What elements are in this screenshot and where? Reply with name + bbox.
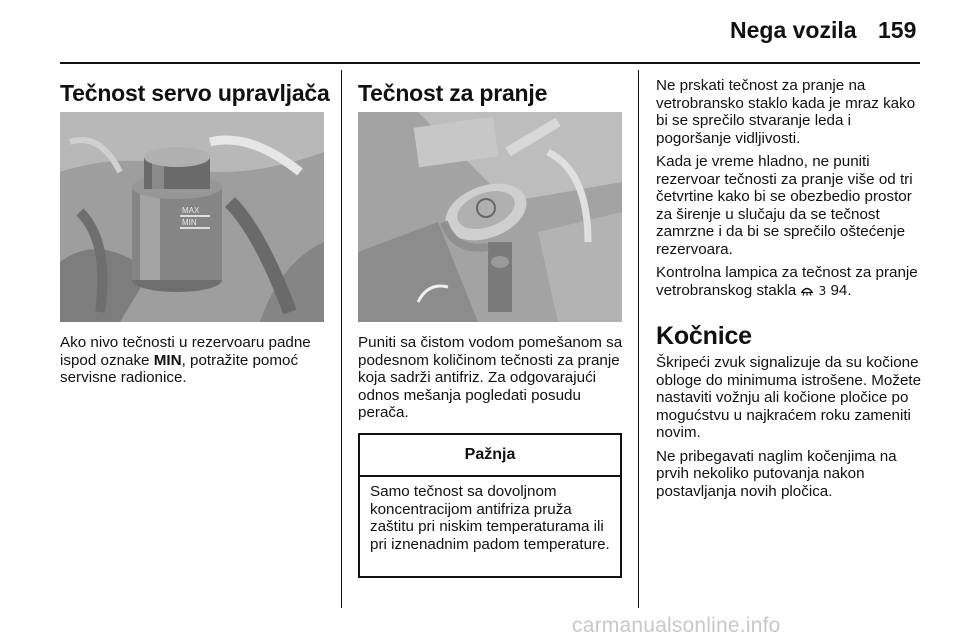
washer-fluid-reservoir-image bbox=[358, 112, 622, 322]
brake-bedding-paragraph: Ne pribegavati naglim kočenjima na prvih nekoliko putovanja nakon postavljanja novih pločica. bbox=[656, 447, 897, 500]
notice-title: Pažnja bbox=[360, 435, 620, 477]
header-divider bbox=[60, 62, 920, 64]
page-header-title: Nega vozila bbox=[730, 17, 857, 43]
column-divider-2 bbox=[638, 70, 639, 608]
frost-warning-paragraph: Ne prskati tečnost za pranje na vetrobransko staklo kada je mraz kako bi se sprečilo stvaranje leda i pogoršanje vidljivosti. bbox=[656, 77, 916, 147]
max-mark-label: MAX bbox=[182, 206, 200, 215]
power-steering-reservoir-image bbox=[60, 112, 324, 322]
washer-fluid-paragraph: Puniti sa čistom vodom pomešanom sa podesnom količinom tečnosti za pranje koja sadrži antifriz. Za odgovarajući odnos mešanja pogledati posudu perača. bbox=[358, 334, 623, 421]
power-steering-paragraph bbox=[60, 334, 332, 387]
power-steering-text-start: Ako nivo tečnosti u rezervoaru padne ispod oznake bbox=[60, 334, 311, 369]
min-mark-bold: MIN bbox=[153, 351, 182, 369]
section-heading-brakes: Kočnice bbox=[656, 322, 752, 350]
section-heading-washer-fluid: Tečnost za pranje bbox=[358, 80, 548, 106]
warning-lamp-paragraph bbox=[656, 264, 926, 300]
brake-wear-paragraph: Škripeći zvuk signalizuje da su kočione obloge do minimuma istrošene. Možete nastaviti vožnju ali kočione pločice po mogućstvu u najkraćem roku zameniti novim. bbox=[656, 354, 922, 441]
notice-text: Samo tečnost sa dovoljnom koncentracijom antifriza pruža zaštitu pri niskim temperaturama ili pri iznenadnim padom temperature. bbox=[370, 483, 610, 553]
page-reference-arrow: 3 bbox=[818, 283, 827, 298]
column-divider-1 bbox=[341, 70, 342, 608]
notice-box bbox=[358, 433, 622, 578]
page-reference: 94. bbox=[826, 281, 852, 299]
washer-fluid-continued bbox=[656, 77, 926, 306]
power-steering-text-end: , potražite pomoć servisne radionice. bbox=[60, 351, 299, 386]
watermark: carmanualsonline.info bbox=[572, 614, 781, 637]
brakes-text bbox=[656, 354, 926, 506]
cold-weather-paragraph: Kada je vreme hladno, ne puniti rezervoar tečnosti za pranje više od tri četvrtine kako bi se obezbedio prostor za širenje u slučaju da se tečnost zamrzne i da bi se sprečilo oštećenje rezervoara. bbox=[656, 153, 913, 258]
section-heading-power-steering: Tečnost servo upravljača bbox=[60, 80, 330, 106]
warning-lamp-text: Kontrolna lampica za tečnost za pranje vetrobranskog stakla bbox=[656, 264, 918, 299]
page-number: 159 bbox=[878, 17, 917, 43]
washer-fluid-warning-icon bbox=[800, 283, 814, 295]
min-mark-label: MIN bbox=[182, 218, 197, 227]
